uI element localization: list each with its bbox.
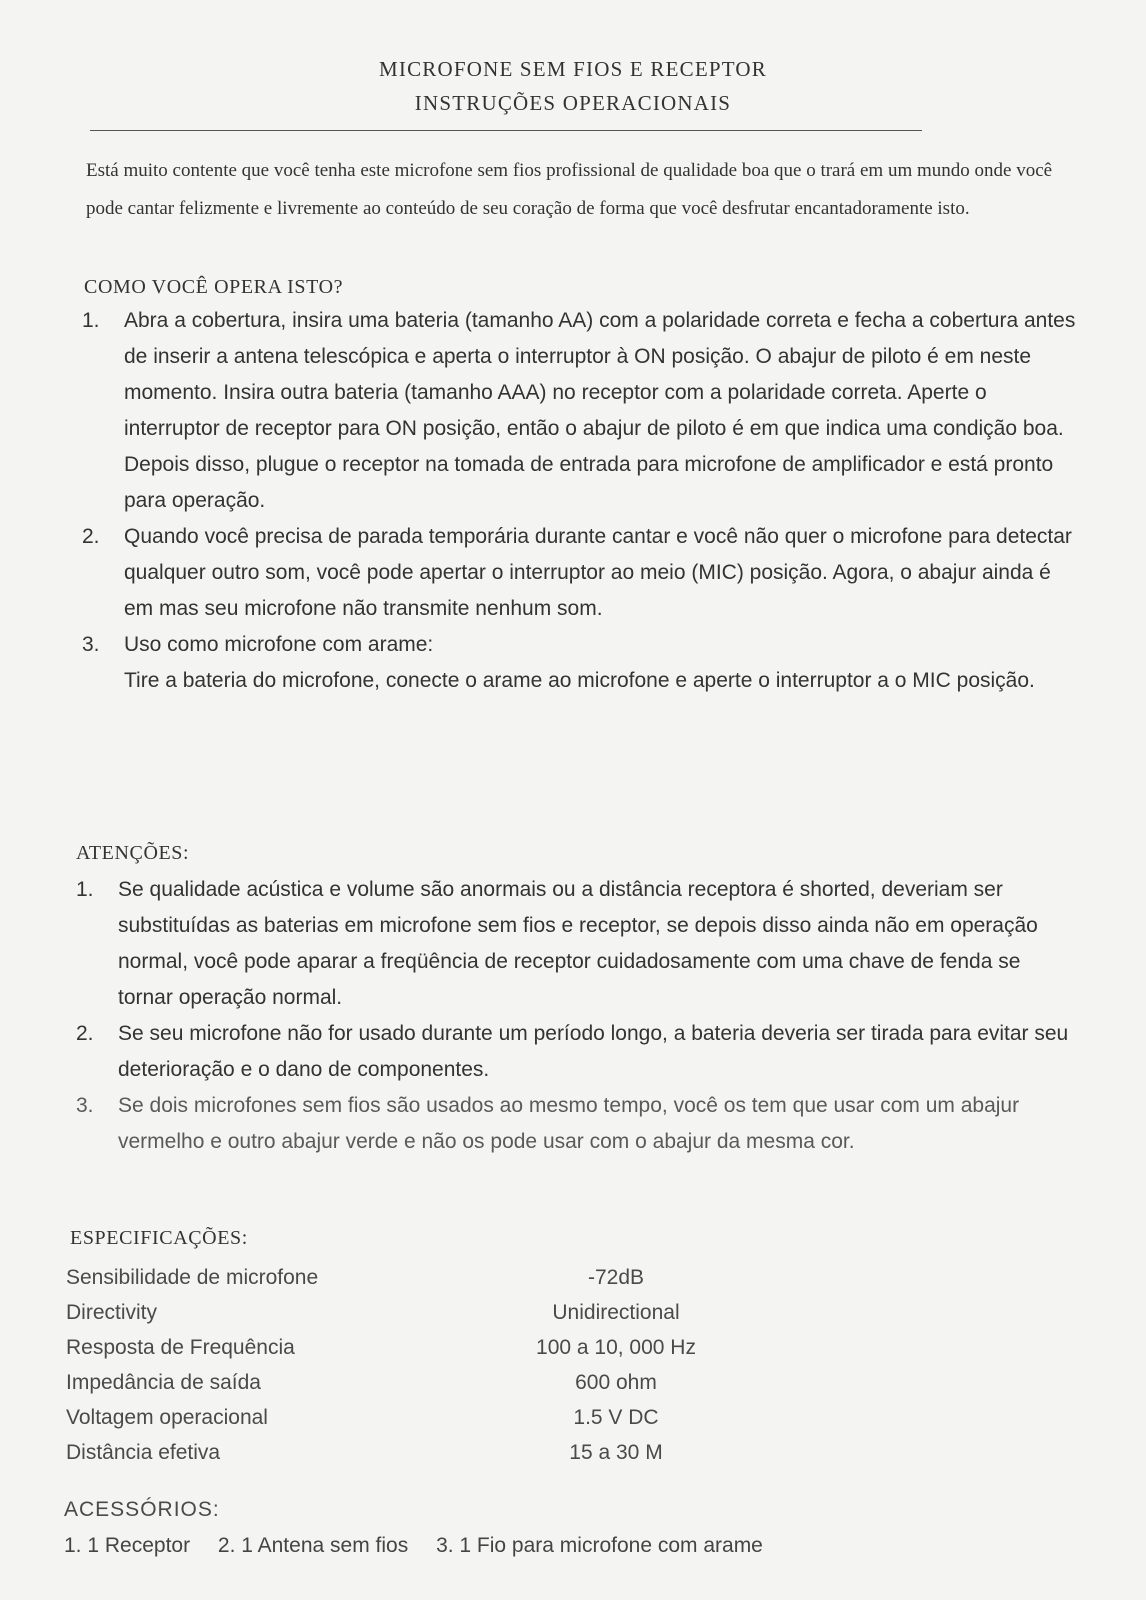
attentions-list bbox=[76, 872, 1078, 1160]
attention-item-text: Se qualidade acústica e volume são anormais ou a distância receptora é shorted, deveriam ser substituídas as baterias em microfone sem fios e receptor, se depois disso ainda não em operação normal, você pode aparar a freqüência de receptor cuidadosamente com uma chave de fenda se tornar operação normal. bbox=[118, 878, 1038, 1009]
operation-item-number: 2. bbox=[82, 525, 100, 548]
spec-row bbox=[66, 1260, 766, 1295]
spec-label: Distância efetiva bbox=[66, 1440, 221, 1464]
spec-value: Unidirectional bbox=[552, 1300, 680, 1324]
operation-item-text: Abra a cobertura, insira uma bateria (tamanho AA) com a polaridade correta e fecha a cobertura antes de inserir a antena telescópica e aperta o interruptor à ON posição. O abajur de piloto é em neste momento. Insira outra bateria (tamanho AAA) no receptor com a polaridade correta. Aperte o interruptor de receptor para ON posição, então o abajur de piloto é em que indica uma condição boa. Depois disso, plugue o receptor na tomada de entrada para microfone de amplificador e está pronto para operação. bbox=[124, 309, 1076, 512]
attention-item-text: Se seu microfone não for usado durante um período longo, a bateria deveria ser tirada para evitar seu deterioração e o dano de componentes. bbox=[118, 1022, 1069, 1081]
operation-item-number: 1. bbox=[82, 309, 100, 332]
spec-value: 15 a 30 M bbox=[569, 1440, 663, 1464]
spec-value: 1.5 V DC bbox=[573, 1405, 659, 1429]
attention-item-3 bbox=[76, 1088, 1078, 1160]
accessories-heading: ACESSÓRIOS: bbox=[64, 1498, 220, 1521]
operation-item-subtext: Tire a bateria do microfone, conecte o arame ao microfone e aperte o interruptor a o MIC posição. bbox=[124, 669, 1035, 692]
operation-item-2 bbox=[82, 519, 1084, 627]
spec-row bbox=[66, 1400, 766, 1435]
spec-label: Sensibilidade de microfone bbox=[66, 1265, 319, 1289]
intro-paragraph: Está muito contente que você tenha este microfone sem fios profissional de qualidade boa que o trará em um mundo onde você pode cantar felizmente e livremente ao conteúdo de seu coração de forma que você desfrutar encantadoramente isto. bbox=[86, 160, 1053, 219]
spec-value: -72dB bbox=[587, 1265, 645, 1289]
attention-item-text: Se dois microfones sem fios são usados ao mesmo tempo, você os tem que usar com um abajur vermelho e outro abajur verde e não os pode usar com o abajur da mesma cor. bbox=[118, 1094, 1020, 1153]
title-line-2: INSTRUÇÕES OPERACIONAIS bbox=[414, 91, 732, 115]
spec-row bbox=[66, 1330, 766, 1365]
attention-item-number: 3. bbox=[76, 1094, 94, 1117]
operation-item-text: Uso como microfone com arame: bbox=[124, 633, 434, 656]
accessory-item: 3. 1 Fio para microfone com arame bbox=[436, 1534, 763, 1557]
spec-label: Resposta de Frequência bbox=[66, 1335, 295, 1359]
attention-item-1 bbox=[76, 872, 1078, 1016]
operation-item-1 bbox=[82, 303, 1084, 519]
operation-item-3 bbox=[82, 627, 1084, 699]
spec-row bbox=[66, 1295, 766, 1330]
specs-table bbox=[66, 1260, 766, 1470]
attention-item-number: 1. bbox=[76, 878, 94, 901]
accessories-list bbox=[64, 1534, 785, 1558]
operation-item-text: Quando você precisa de parada temporária durante cantar e você não quer o microfone para detectar qualquer outro som, você pode apertar o interruptor ao meio (MIC) posição. Agora, o abajur ainda é em mas seu microfone não transmite nenhum som. bbox=[124, 525, 1072, 620]
title-divider bbox=[90, 130, 922, 131]
document-title bbox=[0, 52, 1146, 120]
specs-heading: ESPECIFICAÇÕES: bbox=[70, 1227, 248, 1249]
attention-item-number: 2. bbox=[76, 1022, 94, 1045]
attention-item-2 bbox=[76, 1016, 1078, 1088]
operation-heading: COMO VOCÊ OPERA ISTO? bbox=[84, 276, 344, 298]
operation-list bbox=[82, 303, 1084, 699]
spec-row bbox=[66, 1435, 766, 1470]
spec-label: Directivity bbox=[66, 1300, 158, 1324]
spec-value: 100 a 10, 000 Hz bbox=[536, 1335, 696, 1359]
spec-value: 600 ohm bbox=[575, 1370, 657, 1394]
spec-label: Impedância de saída bbox=[66, 1370, 261, 1394]
attentions-heading: ATENÇÕES: bbox=[76, 842, 190, 864]
operation-item-number: 3. bbox=[82, 633, 100, 656]
accessory-item: 2. 1 Antena sem fios bbox=[217, 1534, 409, 1557]
accessory-item: 1. 1 Receptor bbox=[64, 1534, 191, 1557]
spec-label: Voltagem operacional bbox=[66, 1405, 268, 1429]
title-line-1: MICROFONE SEM FIOS E RECEPTOR bbox=[379, 57, 767, 81]
spec-row bbox=[66, 1365, 766, 1400]
